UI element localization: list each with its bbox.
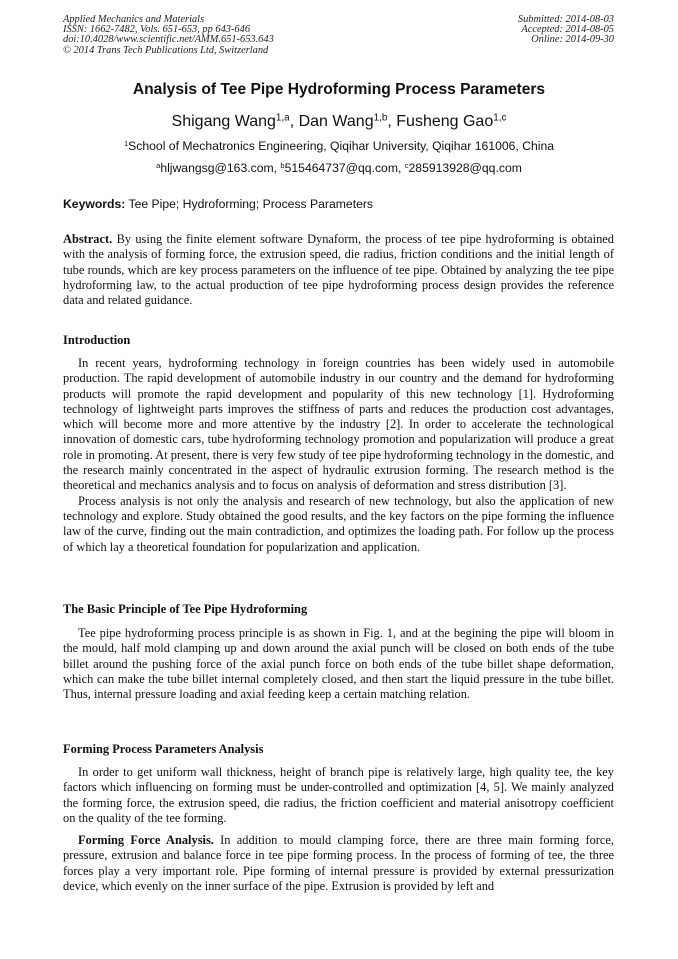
author-name: Shigang Wang	[171, 113, 276, 130]
paragraph: In order to get uniform wall thickness, height of branch pipe is relatively large, high quality tee, the key factors which influencing on forming must be under-controlled and optimization [4, 5]. We mainly analyzed the forming force, the extrusion speed, die radius, the friction coefficient and material anisotropy coefficient on the quality of the tee forming.	[63, 765, 614, 825]
email-list: $^a$hljwangsg@163.com, $^b$515464737@qq.com, $^c$285913928@qq.com	[156, 160, 522, 175]
paragraph-text: In addition to mould clamping force, there are three main forming force, pressure, extrusion and balance force in tee pipe forming process. In the process of forming of tee, the three forces play a very important role. Pipe forming of internal pressure is provided by external pressurization device, which evenly on the inner surface of the pipe. Extrusion is provided by left and	[63, 833, 614, 894]
doi-line: doi:10.4028/www.scientific.net/AMM.651-653.643	[63, 34, 274, 46]
email-mark: a	[156, 160, 161, 170]
email-address[interactable]: 285913928@qq.com	[408, 161, 522, 175]
journal-header	[63, 15, 274, 56]
paragraph	[63, 833, 614, 894]
principle-body	[63, 626, 614, 702]
paragraph: Process analysis is not only the analysis and research of new technology, but also the application of new technology and explore. Study obtained the good results, and the key factors on the pipe forming the influence law of the curve, finding out the main contradiction, and optimizes the loading path. For follow up the process of which lay a theoretical foundation for popularization and application.	[63, 493, 614, 554]
accepted-date: Accepted: 2014-08-05	[521, 24, 614, 36]
introduction-body	[63, 356, 614, 555]
keywords-label: Keywords:	[63, 197, 126, 211]
author-list: Shigang Wang$^{1,a}$, Dan Wang$^{1,b}$, Fusheng Gao$^{1,c}$	[171, 112, 507, 130]
affil-text: School of Mechatronics Engineering, Qiqihar University, Qiqihar 161006, China	[128, 139, 555, 153]
copyright-line: © 2014 Trans Tech Publications Ltd, Switzerland	[63, 44, 269, 56]
abstract-text: By using the finite element software Dynaform, the process of tee pipe hydroforming is obtained with the analysis of forming force, the extrusion speed, die radius, friction conditions and the initial length of tube rounds, which are key process parameters on the influence of tee pipe. Obtained by analyzing the tee pipe hydroforming law, to the actual production of tee pipe hydroforming process design provides the reference data and related guidance.	[63, 232, 614, 308]
keywords-text: Tee Pipe; Hydroforming; Process Parameters	[128, 197, 374, 211]
paragraph: Tee pipe hydroforming process principle is as shown in Fig. 1, and at the begining the pipe will bloom in the mould, half mold clamping up and down around the axial punch will be closed on both ends of the tube billet around the pushing force of the axial punch force on both ends of the tube billet shape deformation, which can make the tube billet internal completely closed, and then start the liquid pressure in the tube billet. Thus, internal pressure loading and axial feeding keep a certain matching relation.	[63, 626, 614, 702]
journal-name: Applied Mechanics and Materials	[63, 14, 205, 25]
section-heading-introduction: Introduction	[63, 333, 131, 347]
subsection-label: Forming Force Analysis.	[78, 833, 214, 848]
affil-mark: 1	[123, 138, 129, 148]
dates-header	[518, 15, 614, 46]
author-affil-mark: 1,b	[373, 112, 388, 124]
email-address[interactable]: 515464737@qq.com	[284, 161, 398, 175]
keywords	[63, 197, 373, 211]
author-affil-mark: 1,a	[275, 112, 290, 124]
abstract	[63, 232, 614, 308]
section-heading-parameters: Forming Process Parameters Analysis	[63, 742, 264, 756]
email-mark: b	[280, 160, 285, 170]
section-heading-principle: The Basic Principle of Tee Pipe Hydroforming	[63, 602, 308, 616]
email-address[interactable]: hljwangsg@163.com	[160, 161, 274, 175]
paper-title: Analysis of Tee Pipe Hydroforming Process Parameters	[132, 81, 546, 98]
affiliation	[0, 139, 678, 153]
email-mark: c	[404, 160, 409, 170]
parameters-body	[63, 765, 614, 894]
online-date: Online: 2014-09-30	[531, 34, 614, 46]
author-name: Dan Wang	[298, 113, 374, 130]
submitted-date: Submitted: 2014-08-03	[517, 14, 614, 25]
issn-line: ISSN: 1662-7482, Vols. 651-653, pp 643-646	[63, 24, 251, 36]
abstract-label: Abstract.	[63, 232, 113, 246]
author-name: Fusheng Gao	[396, 113, 494, 130]
paragraph: In recent years, hydroforming technology in foreign countries has been widely used in automobile production. The rapid development of automobile industry in our country and the demand for hydroforming products will promote the rapid development and popularity of this new technology [1]. Hydroforming technology of lightweight parts improves the stiffness of parts and reduces the production cost advantages, which will become more and more attentive by the industry [2]. In order to accelerate the technological innovation of domestic cars, tube hydroforming technology promotion and popularization will produce a great role in promoting. At present, there is very few study of tee pipe hydroforming technology in the domestic, and the research mainly concentrated in the aspect of hydraulic extrusion forming. The research method is the theoretical and mechanics analysis and to focus on analysis of deformation and stress distribution [3].	[63, 356, 614, 493]
author-affil-mark: 1,c	[493, 112, 507, 124]
